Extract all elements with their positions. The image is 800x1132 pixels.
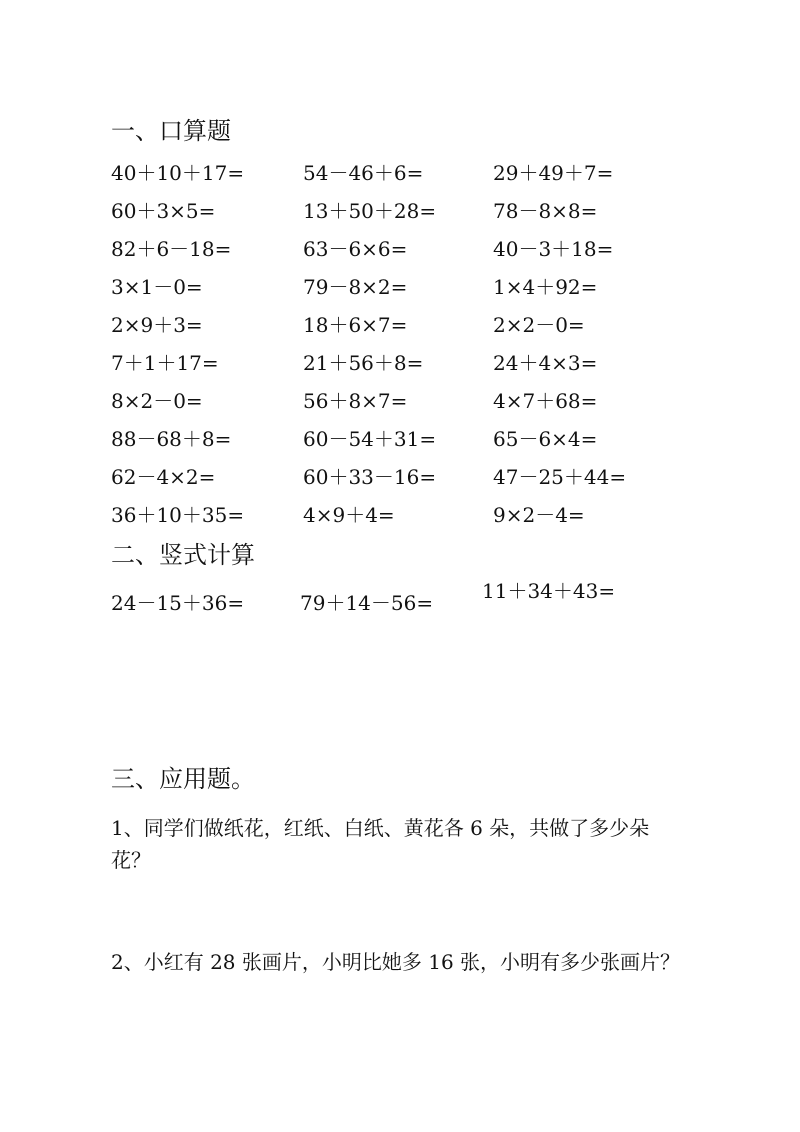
- expr-r4-c0: 2×9＋3=: [111, 313, 203, 337]
- expr-r2-c1: 63－6×6=: [303, 237, 408, 261]
- word-problem-2: 2、小红有 28 张画片，小明比她多 16 张，小明有多少张画片？: [111, 950, 681, 974]
- expr-r8-c2: 47－25＋44=: [493, 465, 627, 489]
- expr-r3-c1: 79－8×2=: [303, 275, 408, 299]
- expr-r2-c2: 40－3＋18=: [493, 237, 614, 261]
- expr-r4-c2: 2×2－0=: [493, 313, 585, 337]
- expr-r7-c1: 60－54＋31=: [303, 427, 437, 451]
- expr-r4-c1: 18＋6×7=: [303, 313, 408, 337]
- expr-r6-c0: 8×2－0=: [111, 389, 203, 413]
- expr-r0-c1: 54－46＋6=: [303, 161, 424, 185]
- vertical-calc-item-1: 24－15＋36=: [111, 591, 245, 615]
- section3-title: 三、应用题。: [111, 765, 255, 793]
- expr-r3-c0: 3×1－0=: [111, 275, 203, 299]
- expr-r9-c2: 9×2－4=: [493, 503, 585, 527]
- expr-r8-c0: 62－4×2=: [111, 465, 216, 489]
- expr-r7-c2: 65－6×4=: [493, 427, 598, 451]
- expr-r8-c1: 60＋33－16=: [303, 465, 437, 489]
- expr-r5-c1: 21＋56＋8=: [303, 351, 424, 375]
- vertical-calc-item-2: 79＋14－56=: [300, 591, 434, 615]
- expr-r1-c2: 78－8×8=: [493, 199, 598, 223]
- expr-r2-c0: 82＋6－18=: [111, 237, 232, 261]
- expr-r0-c2: 29＋49＋7=: [493, 161, 614, 185]
- expr-r0-c0: 40＋10＋17=: [111, 161, 245, 185]
- expr-r7-c0: 88－68＋8=: [111, 427, 232, 451]
- expr-r6-c1: 56＋8×7=: [303, 389, 408, 413]
- expr-r5-c0: 7＋1＋17=: [111, 351, 219, 375]
- section1-title: 一、口算题: [111, 117, 231, 145]
- section2-title: 二、竖式计算: [111, 541, 255, 569]
- expr-r3-c2: 1×4＋92=: [493, 275, 598, 299]
- expr-r1-c1: 13＋50＋28=: [303, 199, 437, 223]
- expr-r9-c0: 36＋10＋35=: [111, 503, 245, 527]
- word-problem-1-line-1: 1、同学们做纸花，红纸、白纸、黄花各 6 朵，共做了多少朵: [111, 816, 650, 840]
- expr-r1-c0: 60＋3×5=: [111, 199, 216, 223]
- word-problem-1-line-2: 花？: [111, 848, 151, 872]
- expr-r9-c1: 4×9＋4=: [303, 503, 395, 527]
- vertical-calc-item-3: 11＋34＋43=: [482, 579, 616, 603]
- expr-r5-c2: 24＋4×3=: [493, 351, 598, 375]
- expr-r6-c2: 4×7＋68=: [493, 389, 598, 413]
